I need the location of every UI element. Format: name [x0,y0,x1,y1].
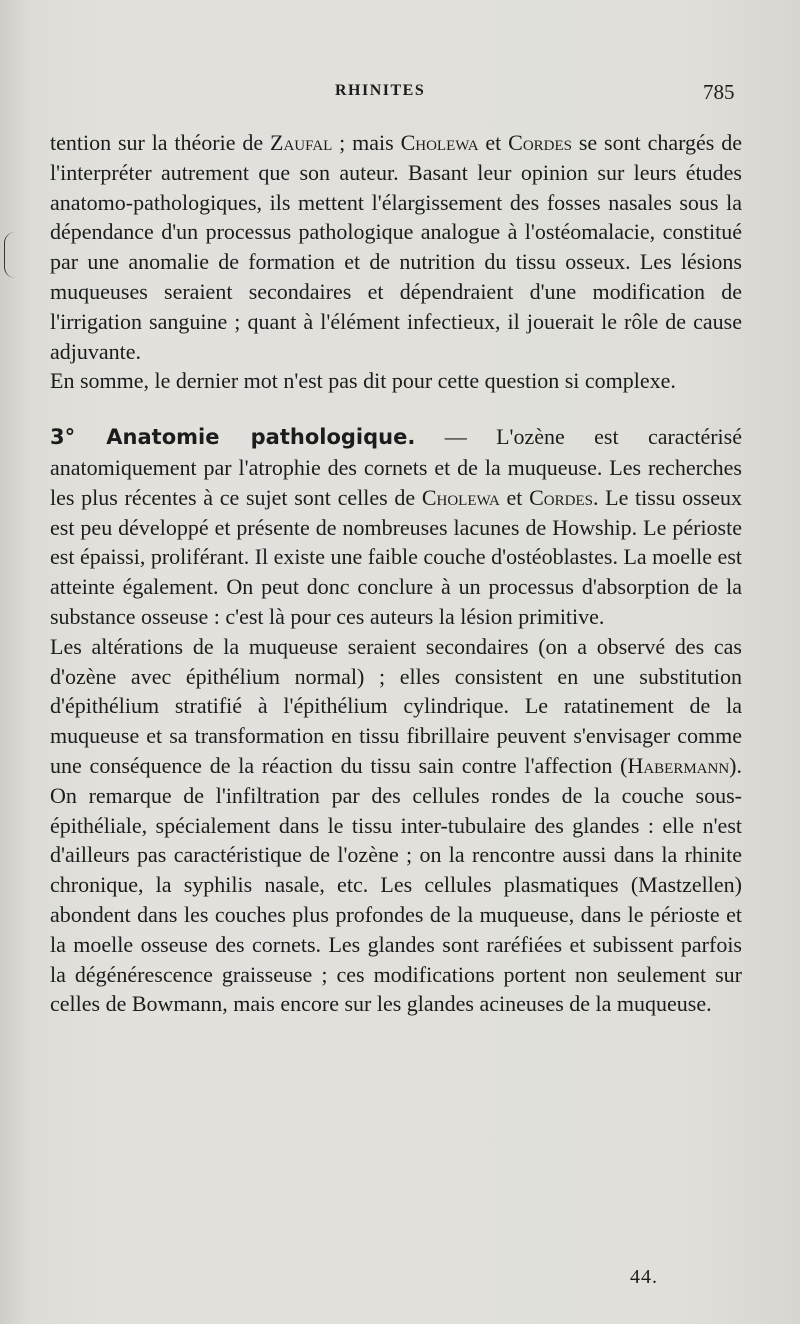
author-name: Cholewa [400,130,479,155]
paragraph-2: En somme, le dernier mot n'est pas dit pour cette question si complexe. [50,368,676,394]
paragraph-4 [50,632,742,1019]
text-run: — L'ozène est caractérisé anatomiquement par l'atrophie des cornets et de la muqueuse. Les recherches les plus récentes à ce sujet sont celles de [50,424,742,510]
text-run: se sont chargés de l'interpréter autrement que son auteur. Basant leur opinion sur leurs études anatomo-pathologiques, ils mettent l'élargissement des fosses nasales sous la dépendance d'un processus pathologique analogue à l'ostéomalacie, constitué par une anomalie de formation et de nutrition du tissu osseux. Les lésions muqueuses seraient secondaires et dépendraient d'une modification de l'irrigation sanguine ; quant à l'élément infectieux, il jouerait le rôle de cause adjuvante. [50,130,742,364]
section-title: Anatomie pathologique. [106,425,416,450]
author-name: Cholewa [421,484,500,510]
text-run: . Le tissu osseux est peu développé et présente de nombreuses lacunes de Howship. Le périoste est épaissi, proliférant. Il existe une faible couche d'ostéoblastes. La moelle est atteinte également. On peut donc conclure à un processus d'absorption de la substance osseuse : c'est là pour ces auteurs la lésion primitive. [50,484,742,629]
text-run: tention sur la théorie de [50,130,270,155]
body-text [50,128,742,1019]
section-number: 3° [50,425,107,450]
text-run: Les altérations de la muqueuse seraient secondaires (on a observé des cas d'ozène avec épithélium normal) ; elles consistent en une substitution d'épithélium stratifié à l'épithélium cylindrique. Le ratatinement de la muqueuse et sa transformation en tissu fibrillaire peuvent s'envisager comme une conséquence de la réaction du tissu sain contre l'affection ( [50,633,742,778]
text-run: et [499,484,530,510]
author-name: Habermann [627,752,730,778]
text-run: ). On remarque de l'infiltration par des cellules rondes de la couche sous-épithéliale, spécialement dans le tissu inter-tubulaire des glandes : elle n'est d'ailleurs pas caractéristique de l'ozène ; on la rencontre aussi dans la rhinite chronique, la syphilis nasale, etc. Les cellules plasmatiques (Mastzellen) abondent dans les couches plus profondes de la muqueuse, dans le périoste et la moelle osseuse des cornets. Les glandes sont raréfiées et subissent parfois la dégénérescence graisseuse ; ces modifications portent non seulement sur celles de Bowmann, mais encore sur les glandes acineuses de la muqueuse. [50,752,742,1017]
text-run: ; mais [332,130,401,155]
section-3-paragraph [50,422,742,632]
running-header [0,82,800,112]
author-name: Zaufal [270,130,333,155]
paragraph-1 [50,128,742,366]
running-title: RHINITES [335,82,426,99]
printer-signature-mark: 44. [630,1266,658,1288]
page-number: 785 [703,80,735,104]
text-run: et [478,130,509,155]
author-name: Cordes [529,484,593,510]
margin-bracket-mark [4,232,15,278]
author-name: Cordes [508,130,573,155]
